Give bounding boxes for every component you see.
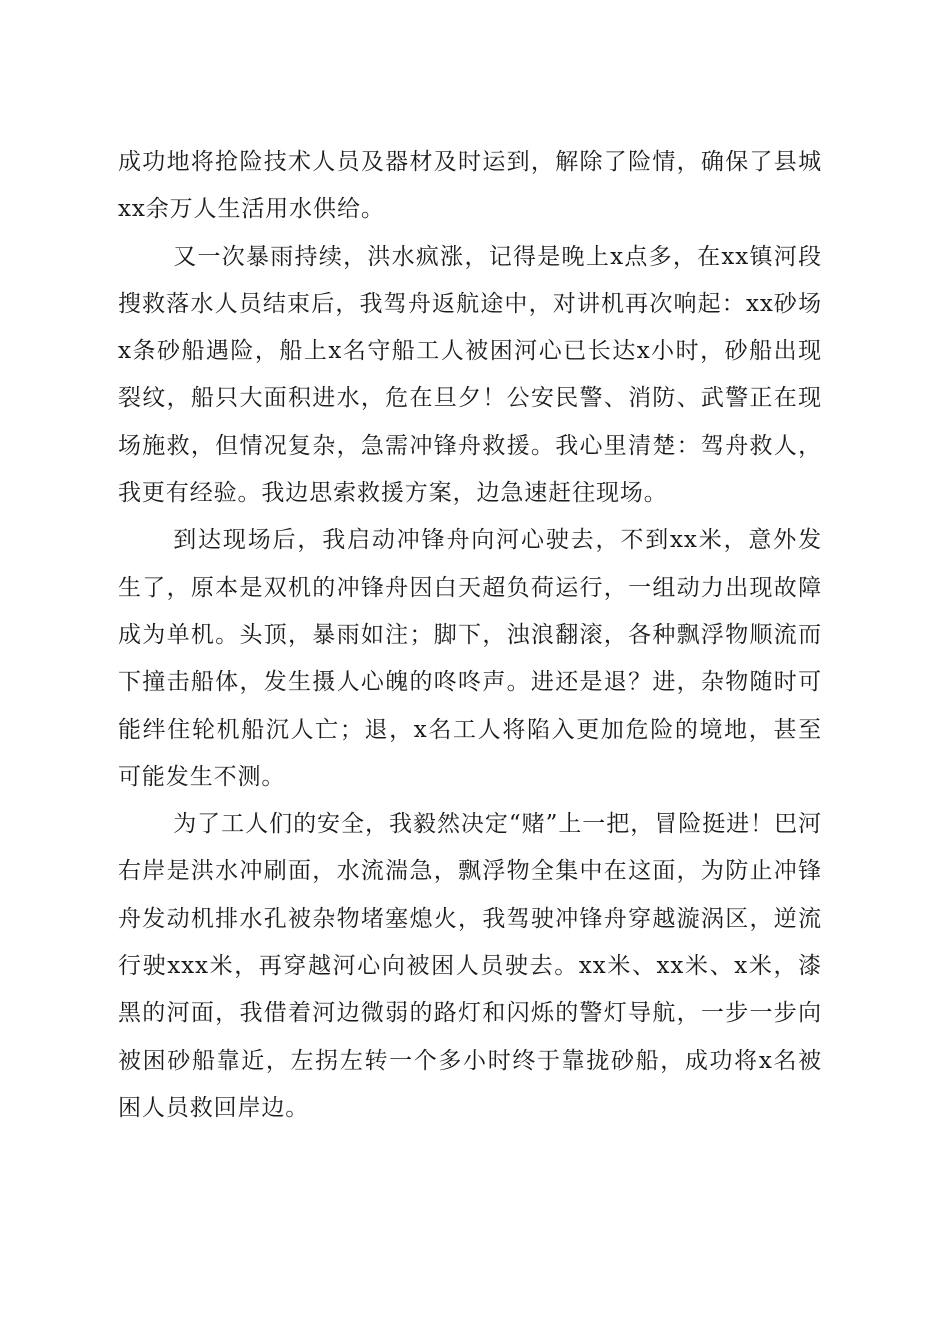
paragraph-rescue: 为了工人们的安全，我毅然决定“赌”上一把，冒险挺进！巴河右岸是洪水冲刷面，水流湍急，飘浮物全集中在这面，为防止冲锋舟发动机排水孔被杂物堵塞熄火，我驾驶冲锋舟穿越漩涡区，逆流行驶xxx米，再穿越河心向被困人员驶去。xx米、xx米、x米，漆黑的河面，我借着河边微弱的路灯和闪烁的警灯导航，一步一步向被困砂船靠近，左拐左转一个多小时终于靠拢砂船，成功将x名被困人员救回岸边。 <box>118 811 822 1121</box>
document-body <box>118 139 822 1132</box>
paragraph-continuation: 成功地将抢险技术人员及器材及时运到，解除了险情，确保了县城xx余万人生活用水供给。 <box>118 149 822 223</box>
paragraph-engine-failure: 到达现场后，我启动冲锋舟向河心驶去，不到xx米，意外发生了，原本是双机的冲锋舟因白天超负荷运行，一组动力出现故障成为单机。头顶，暴雨如注；脚下，浊浪翻滚，各种飘浮物顺流而下撞击船体，发生摄人心魄的咚咚声。进还是退？进，杂物随时可能绊住轮机船沉人亡；退，x名工人将陷入更加危险的境地，甚至可能发生不测。 <box>118 527 822 790</box>
paragraph-storm-call: 又一次暴雨持续，洪水疯涨，记得是晚上x点多，在xx镇河段搜救落水人员结束后，我驾舟返航途中，对讲机再次响起：xx砂场x条砂船遇险，船上x名守船工人被困河心已长达x小时，砂船出现裂纹，船只大面积进水，危在旦夕！公安民警、消防、武警正在现场施救，但情况复杂，急需冲锋舟救援。我心里清楚：驾舟救人，我更有经验。我边思索救援方案，边急速赶往现场。 <box>118 243 822 507</box>
